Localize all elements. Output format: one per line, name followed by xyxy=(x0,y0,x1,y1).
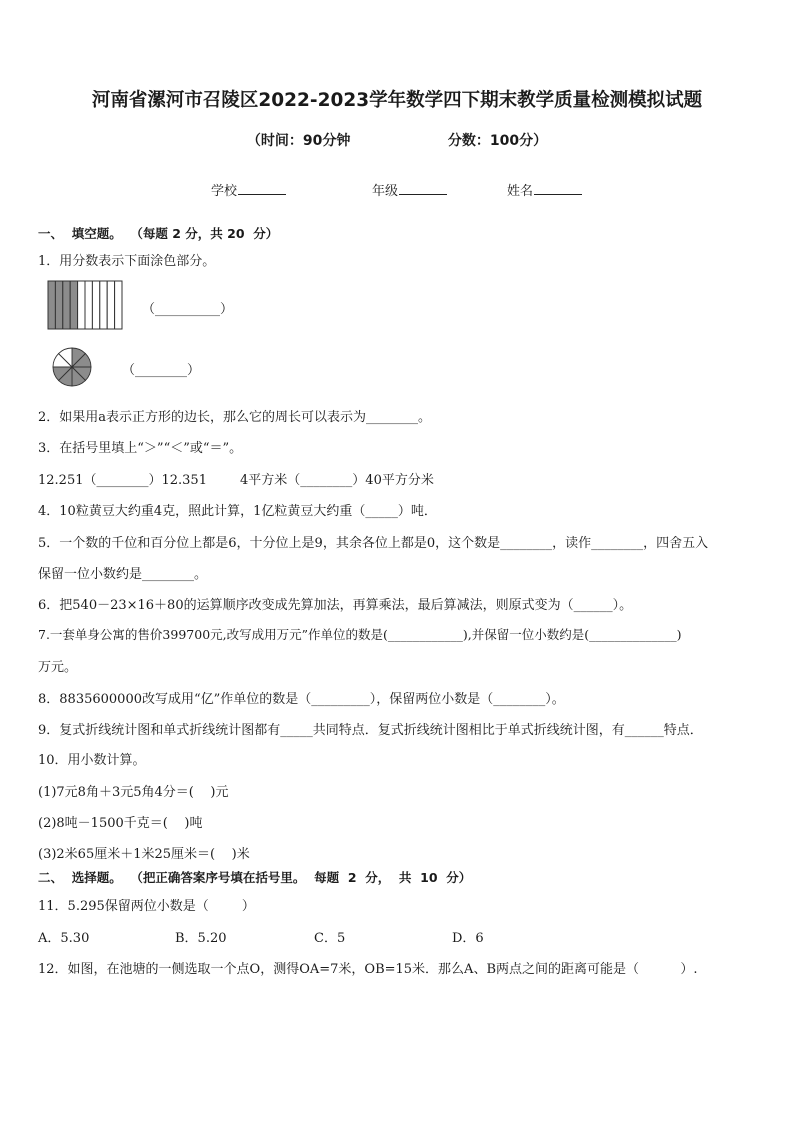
question-10-part-1: (1)7元8角＋3元5角4分＝( )元 xyxy=(38,785,229,800)
question-10: 10．用小数计算。 xyxy=(38,753,146,768)
rectangle-cell xyxy=(78,281,85,329)
exam-title: 河南省漯河市召陵区2022-2023学年数学四下期末教学质量检测模拟试题 xyxy=(91,90,703,111)
rectangle-cell xyxy=(48,281,55,329)
question-5-line-1: 5．一个数的千位和百分位上都是6，十分位上是9，其余各位上都是0，这个数是________，读作________，四舍五入 xyxy=(38,536,709,551)
question-8: 8．8835600000改写成用“亿”作单位的数是（_________），保留两位小数是（________）。 xyxy=(38,692,565,707)
question-11-option-c: C．5 xyxy=(314,931,346,946)
school-label: 学校 xyxy=(211,184,238,199)
rectangle-cell xyxy=(107,281,114,329)
question-3-items: 12.251（________）12.351 4平方米（________）40平方分米 xyxy=(38,473,434,488)
rectangle-cell xyxy=(92,281,99,329)
question-5-line-2: 保留一位小数约是________。 xyxy=(38,567,208,582)
rectangle-cell xyxy=(63,281,70,329)
question-11-option-d: D．6 xyxy=(452,931,484,946)
question-10-part-2: (2)8吨－1500千克＝( )吨 xyxy=(38,816,203,831)
fraction-circle xyxy=(51,346,93,388)
question-9: 9．复式折线统计图和单式折线统计图都有_____共同特点．复式折线统计图相比于单式折线统计图，有______特点． xyxy=(38,723,703,738)
question-10-part-3: (3)2米65厘米＋1米25厘米＝( )米 xyxy=(38,847,250,862)
rectangle-cell xyxy=(55,281,62,329)
question-6: 6．把540－23×16＋80的运算顺序改变成先算加法，再算乘法，最后算减法，则原式变为（______）。 xyxy=(38,598,633,613)
rectangle-cell xyxy=(115,281,122,329)
question-1-blank-a: （__________） xyxy=(142,302,234,317)
name-field xyxy=(507,180,582,199)
rectangle-cell xyxy=(85,281,92,329)
grade-field xyxy=(372,180,447,199)
rectangle-cell xyxy=(70,281,77,329)
question-4: 4．10粒黄豆大约重4克，照此计算，1亿粒黄豆大约重（_____）吨． xyxy=(38,504,437,519)
question-11-option-b: B．5.20 xyxy=(175,931,227,946)
question-3: 3．在括号里填上“＞”“＜”或“＝”。 xyxy=(38,441,243,456)
rectangle-cell xyxy=(100,281,107,329)
circle-slices xyxy=(53,348,91,386)
fraction-rectangle xyxy=(47,280,123,330)
question-11-option-a: A．5.30 xyxy=(38,931,90,946)
grade-label: 年级 xyxy=(372,184,399,199)
grade-blank xyxy=(399,181,447,195)
question-7-line-1: 7.一套单身公寓的售价399700元,改写成用万元”作单位的数是(____________),并保留一位小数约是(______________) xyxy=(38,627,682,642)
question-1: 1．用分数表示下面涂色部分。 xyxy=(38,254,216,269)
school-blank xyxy=(238,181,286,195)
name-label: 姓名 xyxy=(507,184,534,199)
question-11: 11．5.295保留两位小数是（ ） xyxy=(38,899,255,914)
question-1-blank-b: （________） xyxy=(122,363,201,378)
name-blank xyxy=(534,181,582,195)
section-1-heading: 一、 填空题。 （每题 2 分，共 20 分） xyxy=(38,226,279,241)
exam-subtitle: （时间：90分钟 分数：100分） xyxy=(246,133,548,149)
rectangle-cells xyxy=(48,281,122,329)
question-2: 2．如果用a表示正方形的边长，那么它的周长可以表示为________。 xyxy=(38,410,432,425)
question-12: 12．如图，在池塘的一侧选取一个点O，测得OA=7米，OB=15米．那么A、B两点之间的距离可能是（ ）. xyxy=(38,962,698,977)
school-field xyxy=(211,180,286,199)
question-7-line-2: 万元。 xyxy=(38,660,78,675)
section-2-heading: 二、 选择题。 （把正确答案序号填在括号里。 每题 2 分， 共 10 分） xyxy=(38,870,472,885)
